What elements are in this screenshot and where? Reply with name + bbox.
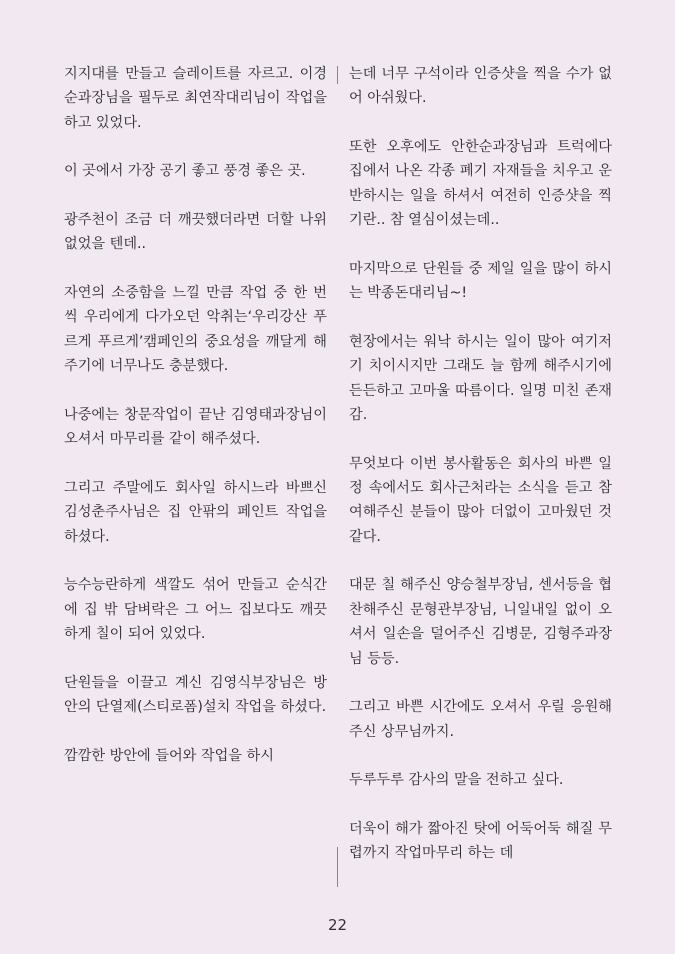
left-text-column [64, 62, 327, 768]
right-text-column [349, 62, 612, 866]
paragraph: 나중에는 창문작업이 끝난 김영태과장님이 오셔서 마무리를 같이 해주셨다. [64, 406, 327, 448]
paragraph: 현장에서는 워낙 하시는 일이 많아 여기저기 치이시지만 그래도 늘 함께 해주시기에 든든하고 고마울 따름이다. 일명 미친 존재감. [349, 333, 612, 424]
paragraph: 더욱이 해가 짧아진 탓에 어둑어둑 해질 무렵까지 작업마무리 하는 데 [349, 820, 612, 862]
paragraph: 단원들을 이끌고 계신 김영식부장님은 방안의 단열제(스티로폼)설치 작업을 하셨다. [64, 674, 327, 716]
paragraph: 무엇보다 이번 봉사활동은 회사의 바쁜 일정 속에서도 회사근처라는 소식을 듣고 참여해주신 분들이 많아 더없이 고마웠던 것 같다. [349, 455, 612, 545]
paragraph: 는데 너무 구석이라 인증샷을 찍을 수가 없어 아쉬웠다. [349, 66, 612, 107]
paragraph: 마지막으로 단원들 중 제일 일을 많이 하시는 박종돈대리님~! [349, 260, 612, 302]
column-divider-bottom [337, 847, 338, 887]
paragraph: 두루두루 감사의 말을 전하고 싶다. [349, 772, 564, 789]
paragraph: 그리고 바쁜 시간에도 오셔서 우릴 응원해주신 상무님까지. [349, 699, 612, 740]
page-number: 22 [327, 916, 348, 934]
column-divider-top [337, 66, 338, 84]
paragraph: 지지대를 만들고 슬레이트를 자르고. 이경순과장님을 필두로 최연작대리님이 작업을 하고 있었다. [64, 66, 327, 131]
paragraph: 그리고 주말에도 회사일 하시느라 바쁘신 김성춘주사님은 집 안팎의 페인트 작업을 하셨다. [64, 479, 327, 545]
paragraph: 대문 칠 해주신 양승철부장님, 센서등을 협찬해주신 문형관부장님, 니일내일 없이 오셔서 일손을 덜어주신 김병문, 김형주과장님 등등. [349, 577, 612, 667]
paragraph: 또한 오후에도 안한순과장님과 트럭에다 집에서 나온 각종 폐기 자재들을 치우고 운반하시는 일을 하셔서 여전히 인증샷을 찍기란.. 참 열심이셨는데.. [349, 139, 612, 229]
paragraph: 능수능란하게 색깔도 섞어 만들고 순식간에 집 밖 담벼락은 그 어느 집보다도 깨끗하게 칠이 되어 있었다. [64, 577, 327, 643]
paragraph: 이 곳에서 가장 공기 좋고 풍경 좋은 곳. [64, 163, 306, 180]
paragraph: 자연의 소중함을 느낄 만큼 작업 중 한 번씩 우리에게 다가오던 악취는‘우리강산 푸르게 푸르게’캠페인의 중요성을 깨달게 해주기에 너무나도 충분했다. [64, 285, 327, 375]
paragraph: 광주천이 조금 더 깨끗했더라면 더할 나위 없었을 텐데.. [64, 212, 327, 253]
paragraph: 깜깜한 방안에 들어와 작업을 하시 [64, 747, 274, 764]
